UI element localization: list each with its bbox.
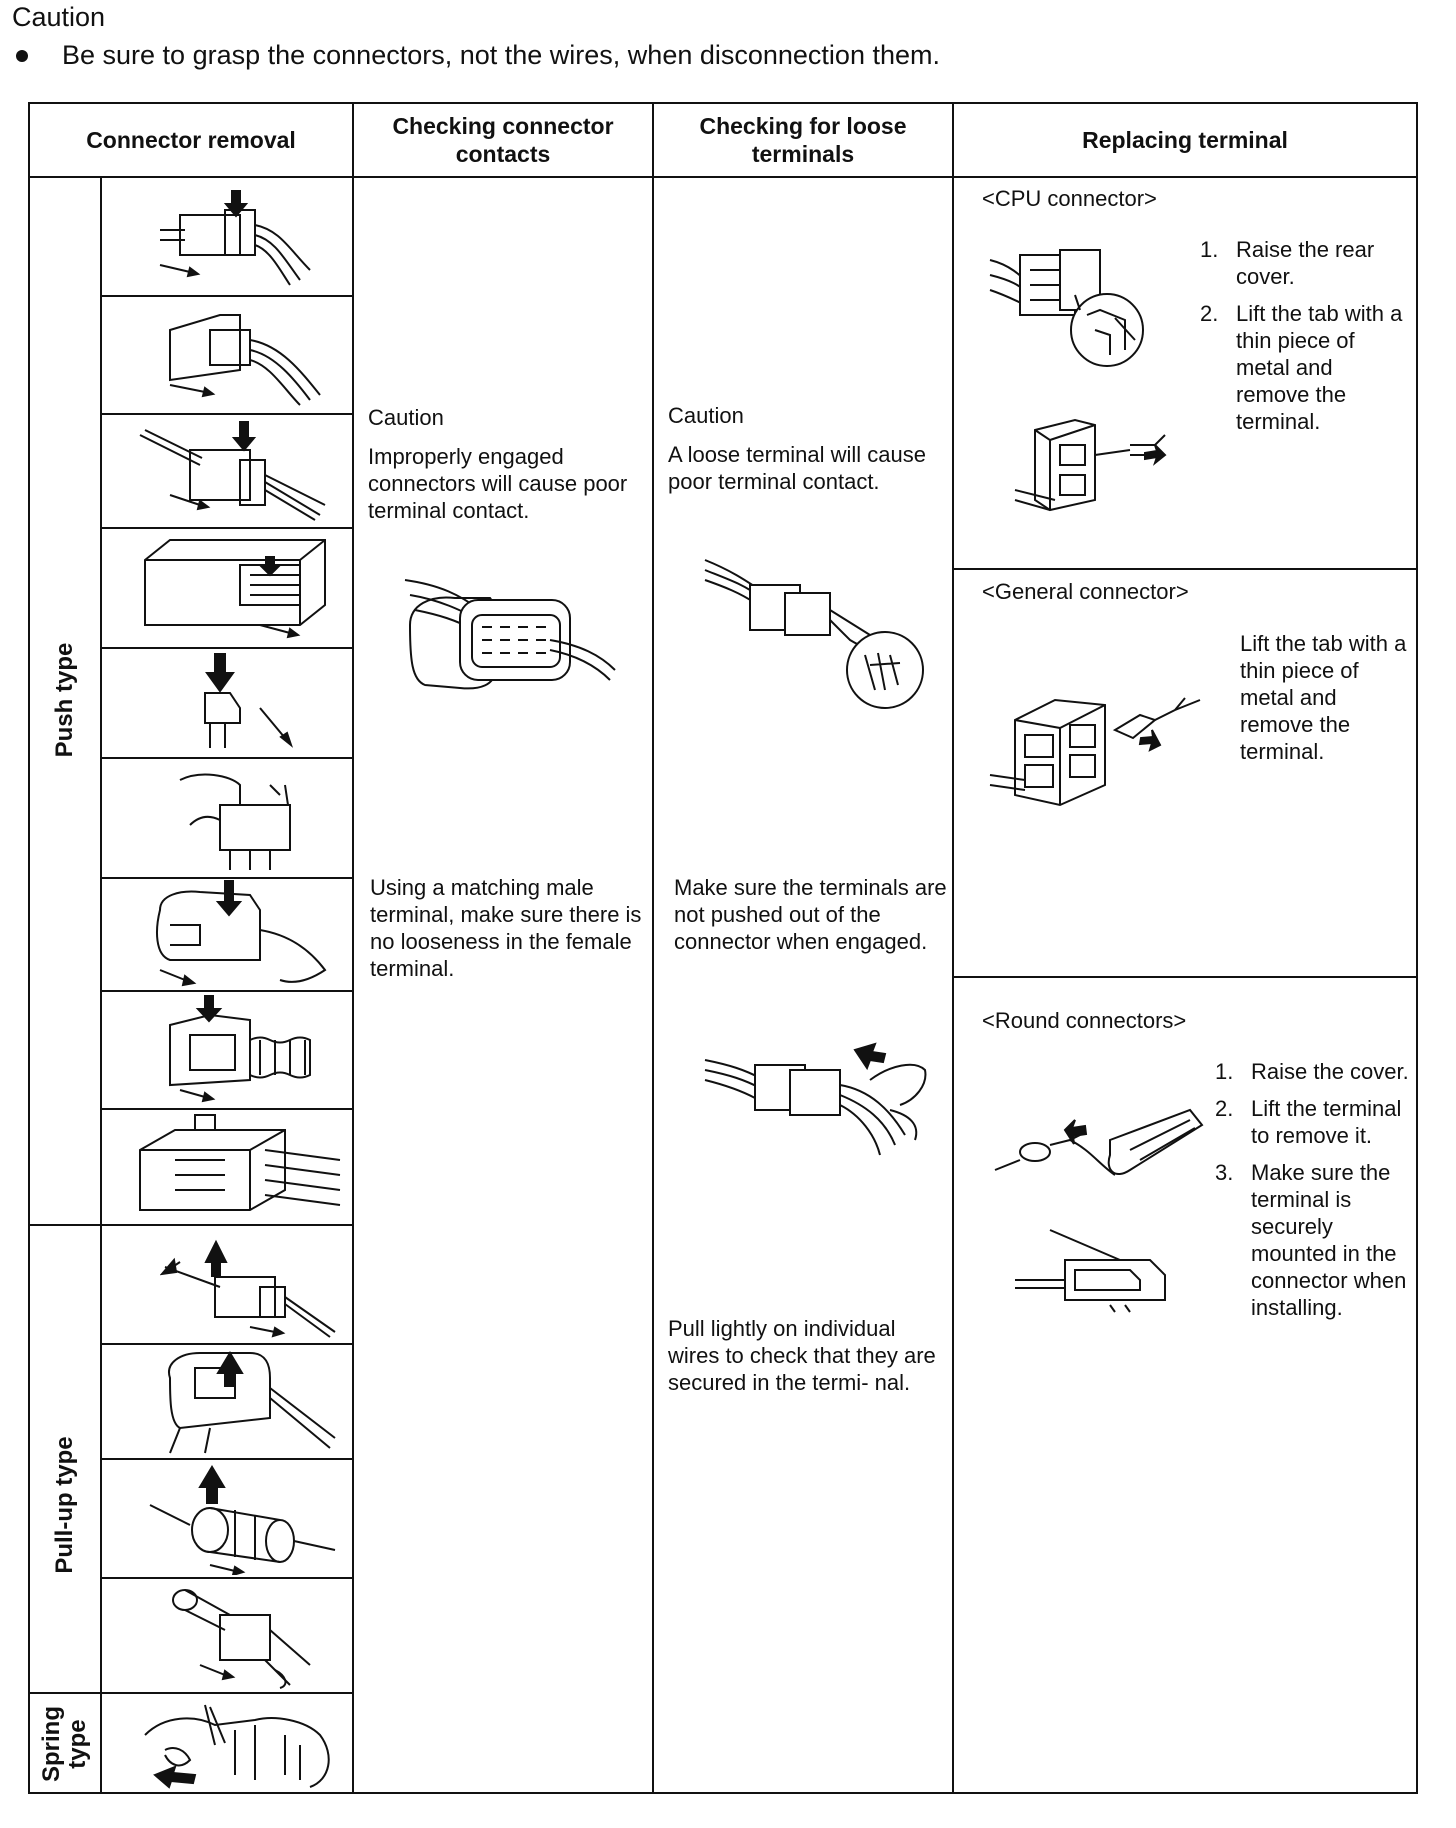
pull-connector-illustration-4 [160, 1580, 340, 1690]
column-divider [652, 102, 654, 1794]
cpu-connector-title: <CPU connector> [982, 186, 1157, 211]
pull-connector-illustration-2 [150, 1348, 340, 1458]
type-divider [28, 1224, 102, 1226]
row-divider [100, 757, 354, 759]
push-connector-illustration-8 [150, 995, 340, 1105]
row-label-spring-line1: Spring [38, 1706, 65, 1782]
row-divider [100, 1224, 354, 1226]
round-step: 1. Raise the cover. [1215, 1059, 1409, 1084]
push-connector-illustration-3 [130, 420, 330, 525]
cpu-steps-list [1200, 236, 1405, 445]
pull-connector-illustration-3 [140, 1465, 340, 1575]
round-connector-illustration-1 [990, 1090, 1210, 1200]
general-connector-illustration [985, 670, 1205, 810]
table-right-border [1416, 102, 1418, 1794]
loose-caution-text: A loose terminal will cause poor terminal contact. [668, 442, 927, 494]
caution-heading: Caution [12, 2, 106, 32]
header-checking-loose: Checking for loose terminals [699, 113, 907, 167]
push-connector-illustration-6 [170, 765, 330, 875]
table-left-border [28, 102, 30, 1794]
label-column-divider [100, 176, 102, 1794]
round-step: 2. Lift the terminal to remove it. [1215, 1096, 1402, 1148]
caution-bullet-text: Be sure to grasp the connectors, not the wires, when disconnection them. [62, 40, 940, 70]
section-divider [952, 568, 1418, 570]
pull-connector-illustration-1 [160, 1232, 340, 1342]
row-divider [100, 877, 354, 879]
row-divider [100, 527, 354, 529]
header-connector-removal: Connector removal [86, 127, 296, 153]
loose-pushed-text: Make sure the terminals are not pushed out of the connector when engaged. [674, 875, 947, 954]
push-connector-illustration-4 [140, 535, 340, 645]
header-checking-contacts: Checking connector contacts [392, 113, 614, 167]
cpu-step: 2. Lift the tab with a thin piece of metal and remove the terminal. [1200, 301, 1403, 434]
round-connector-illustration-2 [1010, 1220, 1180, 1315]
section-divider [952, 976, 1418, 978]
header-replacing-terminal: Replacing terminal [1082, 127, 1288, 153]
contacts-matching-text: Using a matching male terminal, make sure there is no looseness in the female terminal. [370, 875, 642, 981]
loose-caution-label: Caution [668, 403, 744, 428]
row-divider [100, 295, 354, 297]
round-steps-list [1215, 1058, 1410, 1331]
column-divider [952, 102, 954, 1794]
contacts-caution-text: Improperly engaged connectors will cause poor terminal contact. [368, 444, 628, 523]
push-connector-illustration-9 [135, 1110, 345, 1220]
row-divider [100, 990, 354, 992]
contacts-caution-label: Caution [368, 405, 444, 430]
column-divider [352, 102, 354, 1794]
round-connectors-title: <Round connectors> [982, 1008, 1187, 1033]
bullet-icon [16, 50, 28, 62]
loose-pull-text: Pull lightly on individual wires to check that they are secured in the termi- nal. [668, 1316, 936, 1395]
push-connector-illustration-2 [150, 300, 330, 410]
push-connector-illustration-1 [140, 190, 320, 290]
row-divider [100, 647, 354, 649]
table-bottom-border [28, 1792, 1418, 1794]
row-divider [100, 413, 354, 415]
caution-bullet-line [14, 40, 940, 71]
round-step: 3. Make sure the terminal is securely mounted in the connector when installing. [1215, 1160, 1407, 1320]
spring-connector-illustration [135, 1695, 340, 1791]
loose-pull-illustration [700, 1040, 930, 1160]
row-label-spring-line2: type [64, 1719, 91, 1769]
row-label-spring-type [39, 1694, 91, 1794]
general-connector-text: Lift the tab with a thin piece of metal and remove the terminal. [1240, 631, 1407, 764]
cpu-connector-illustration-2 [1005, 405, 1175, 520]
cpu-step: 1. Raise the rear cover. [1200, 237, 1375, 289]
row-divider [100, 1343, 354, 1345]
push-connector-illustration-5 [185, 653, 305, 753]
row-label-pull-up-type: Pull-up type [51, 1436, 78, 1574]
row-label-push-type: Push type [51, 642, 78, 758]
push-connector-illustration-7 [140, 880, 340, 990]
contacts-connector-illustration [400, 570, 620, 700]
row-divider [100, 1458, 354, 1460]
row-divider [100, 1692, 354, 1694]
header-divider [28, 176, 1418, 178]
general-connector-title: <General connector> [982, 579, 1189, 604]
cpu-connector-illustration-1 [985, 240, 1155, 370]
loose-terminal-illustration [700, 555, 930, 715]
row-divider [100, 1577, 354, 1579]
